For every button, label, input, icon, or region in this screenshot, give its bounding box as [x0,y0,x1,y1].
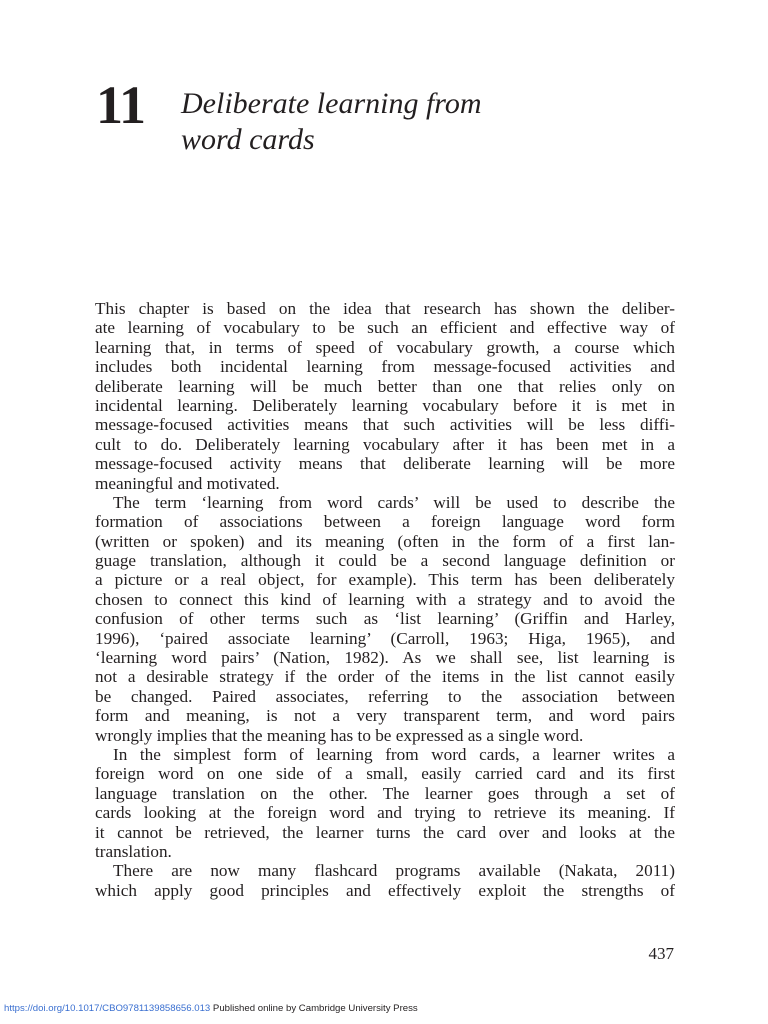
text-line: meaningful and motivated. [95,473,280,493]
text-line: There are now many flashcard programs available (Nakata, 2011) [113,861,675,881]
text-line: be changed. Paired associates, referring to the association between [95,686,675,706]
text-line: translation. [95,841,172,861]
text-line: cards looking at the foreign word and trying to retrieve its meaning. If [95,803,675,823]
text-line: cult to do. Deliberately learning vocabulary after it has been met in a [95,434,675,454]
text-line: In the simplest form of learning from word cards, a learner writes a [113,744,675,764]
text-line: deliberate learning will be much better than one that relies only on [95,376,675,396]
paragraph [95,745,675,861]
text-line: This chapter is based on the idea that research has shown the deliber- [95,299,675,318]
body-text [95,299,675,900]
text-line: message-focused activities means that such activities will be less diffi- [95,415,675,435]
text-line: a picture or a real object, for example). This term has been deliberately [95,570,675,590]
doi-link[interactable]: https://doi.org/10.1017/CBO9781139858656.013 [4,1003,211,1014]
text-line: wrongly implies that the meaning has to be expressed as a single word. [95,725,584,745]
chapter-title [181,86,661,158]
text-line: foreign word on one side of a small, easily carried card and its first [95,764,675,784]
text-line: guage translation, although it could be a second language definition or [95,551,675,571]
text-line: confusion of other terms such as ‘list learning’ (Griffin and Harley, [95,609,675,629]
published-note: Published online by Cambridge University Press [210,1003,418,1014]
paragraph [95,493,675,745]
paragraph [95,861,675,900]
paragraph [95,299,675,493]
text-line: The term ‘learning from word cards’ will be used to describe the [113,492,675,512]
chapter-title-line: word cards [181,123,315,156]
text-line: not a desirable strategy if the order of the items in the list cannot easily [95,667,675,687]
text-line: it cannot be retrieved, the learner turns the card over and looks at the [95,822,675,842]
text-line: message-focused activity means that deliberate learning will be more [95,454,675,474]
page-number: 437 [648,944,674,963]
text-line: chosen to connect this kind of learning with a strategy and to avoid the [95,589,675,609]
text-line: form and meaning, is not a very transparent term, and word pairs [95,706,675,726]
text-line: formation of associations between a foreign language word form [95,512,675,532]
text-line: which apply good principles and effectively exploit the strengths of [95,880,675,900]
chapter-title-line: Deliberate learning from [181,87,482,120]
footer [4,1003,418,1014]
text-line: learning that, in terms of speed of vocabulary growth, a course which [95,337,675,357]
text-line: includes both incidental learning from message-focused activities and [95,357,675,377]
chapter-number: 11 [96,75,146,135]
text-line: language translation on the other. The learner goes through a set of [95,783,675,803]
text-line: incidental learning. Deliberately learning vocabulary before it is met in [95,395,675,415]
text-line: 1996), ‘paired associate learning’ (Carroll, 1963; Higa, 1965), and [95,628,675,648]
text-line: ‘learning word pairs’ (Nation, 1982). As we shall see, list learning is [95,648,675,668]
text-line: ate learning of vocabulary to be such an efficient and effective way of [95,318,675,338]
text-line: (written or spoken) and its meaning (often in the form of a first lan- [95,531,675,551]
